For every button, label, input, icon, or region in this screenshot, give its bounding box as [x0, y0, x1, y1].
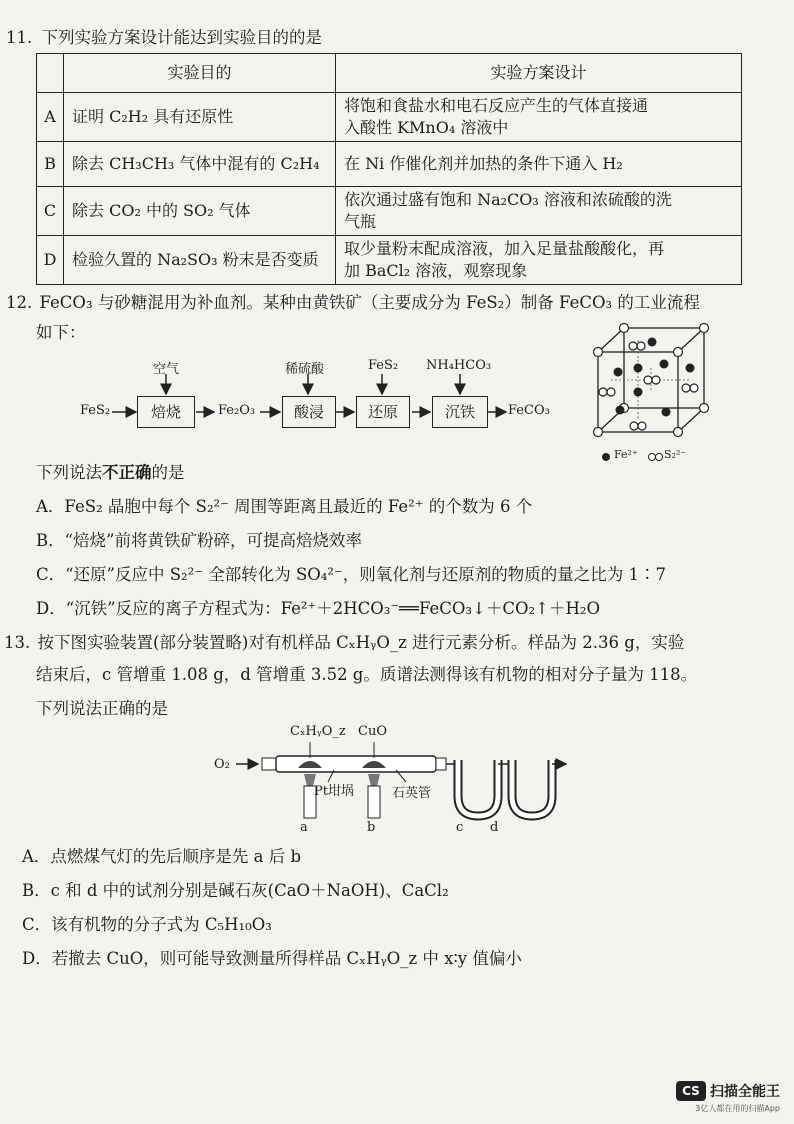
table-row: D 检验久置的 Na₂SO₃ 粉末是否变质 取少量粉末配成溶液，加入足量盐酸酸化，再 加 BaCl₂ 溶液，观察现象	[37, 236, 742, 285]
flow-step-roast: 焙烧	[137, 396, 195, 428]
apparatus-a-label: a	[300, 820, 308, 835]
apparatus-tube-label: 石英管	[392, 786, 432, 801]
q12-prompt: 下列说法不正确的是	[36, 463, 185, 482]
watermark-app-name: 扫描全能王	[710, 1084, 780, 1100]
apparatus-crucible-label: Pt坩埚	[314, 784, 354, 799]
col-goal-header: 实验目的	[64, 54, 336, 93]
q12-option-b: B．“焙烧”前将黄铁矿粉碎，可提高焙烧效率	[36, 531, 362, 550]
q11-table	[36, 53, 742, 285]
camscanner-logo-icon: CS	[676, 1081, 706, 1101]
flow-input-acid: 稀硫酸	[285, 362, 325, 377]
flow-end: FeCO₃	[508, 403, 550, 418]
flow-step-precipitate: 沉铁	[432, 396, 488, 428]
q12-option-a: A．FeS₂ 晶胞中每个 S₂²⁻ 周围等距离且最近的 Fe²⁺ 的个数为 6 个	[36, 497, 533, 516]
apparatus-diagram	[210, 724, 570, 842]
q12-stem-line1: 12. FeCO₃ 与砂糖混用为补血剂。某种由黄铁矿（主要成分为 FeS₂）制备 FeCO₃ 的工业流程	[6, 293, 700, 312]
q13-option-a: A．点燃煤气灯的先后顺序是先 a 后 b	[22, 847, 302, 866]
scanner-watermark	[676, 1081, 780, 1115]
q12-option-d: D．“沉铁”反应的离子方程式为：Fe²⁺＋2HCO₃⁻══FeCO₃↓＋CO₂↑＋H₂O	[36, 599, 600, 618]
flow-step-reduce: 还原	[356, 396, 410, 428]
legend-fe-marker	[602, 453, 610, 461]
q12-stem-line2: 如下：	[36, 323, 86, 342]
q12-option-c: C．“还原”反应中 S₂²⁻ 全部转化为 SO₄²⁻，则氧化剂与还原剂的物质的量之比为 1∶7	[36, 565, 666, 584]
table-header-row	[37, 54, 742, 93]
flow-input-nh4hco3: NH₄HCO₃	[426, 358, 492, 373]
flow-input-fes2: FeS₂	[368, 358, 399, 373]
apparatus-o2-label: O₂	[214, 757, 230, 772]
apparatus-b-label: b	[367, 820, 376, 835]
q13-option-b: B．c 和 d 中的试剂分别是碱石灰(CaO＋NaOH)、CaCl₂	[22, 881, 449, 900]
table-row: C 除去 CO₂ 中的 SO₂ 气体 依次通过盛有饱和 Na₂CO₃ 溶液和浓硫酸的洗 气瓶	[37, 187, 742, 236]
flow-input-air: 空气	[153, 362, 180, 377]
apparatus-d-label: d	[490, 820, 499, 835]
flow-step-leach: 酸浸	[282, 396, 336, 428]
q11-stem: 11. 下列实验方案设计能达到实验目的的是	[6, 28, 322, 47]
q13-option-d: D．若撤去 CuO，则可能导致测量所得样品 CₓHᵧO_z 中 x∶y 值偏小	[22, 949, 522, 968]
fes2-unit-cell-diagram	[580, 320, 720, 470]
table-row: B 除去 CH₃CH₃ 气体中混有的 C₂H₄ 在 Ni 作催化剂并加热的条件下通入 H₂	[37, 142, 742, 187]
legend-s-label: S₂²⁻	[664, 448, 687, 461]
flow-mid-fe2o3: Fe₂O₃	[218, 403, 256, 418]
apparatus-cuo-label: CuO	[358, 724, 387, 739]
watermark-tagline: 3亿人都在用的扫描App	[695, 1104, 780, 1113]
apparatus-sample-label: CₓHᵧO_z	[290, 724, 346, 739]
col-design-header: 实验方案设计	[336, 54, 742, 93]
q13-option-c: C．该有机物的分子式为 C₅H₁₀O₃	[22, 915, 272, 934]
legend-fe-label: Fe²⁺	[614, 448, 638, 461]
q13-stem-line1: 13. 按下图实验装置(部分装置略)对有机样品 CₓHᵧO_z 进行元素分析。样品为 2.36 g，实验	[4, 633, 685, 652]
table-row: A 证明 C₂H₂ 具有还原性 将饱和食盐水和电石反应产生的气体直接通 入酸性 KMnO₄ 溶液中	[37, 93, 742, 142]
apparatus-c-label: c	[456, 820, 464, 835]
q13-stem-line2: 结束后，c 管增重 1.08 g，d 管增重 3.52 g。质谱法测得该有机物的相对分子量为 118。	[36, 665, 698, 684]
flow-start: FeS₂	[80, 403, 111, 418]
q13-stem-line3: 下列说法正确的是	[36, 699, 168, 718]
